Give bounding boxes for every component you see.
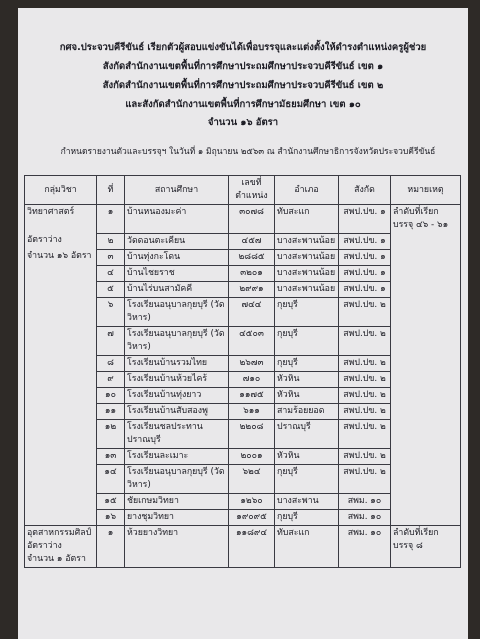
remark: ลำดับที่เรียกบรรจุ ๘ <box>391 525 461 567</box>
row-number: ๗ <box>97 326 125 355</box>
district: หัวหิน <box>275 371 339 387</box>
district: หัวหิน <box>275 448 339 464</box>
position-number: ๑๑๘๙๔ <box>229 525 275 567</box>
district: หัวหิน <box>275 387 339 403</box>
document-page <box>18 8 468 639</box>
col-no: ที่ <box>97 176 125 205</box>
table-row <box>25 493 461 509</box>
remark <box>391 265 461 281</box>
remark <box>391 419 461 448</box>
subject-cell <box>25 525 97 567</box>
affiliation: สพป.ปข. ๒ <box>339 326 391 355</box>
remark <box>391 403 461 419</box>
affiliation: สพป.ปข. ๒ <box>339 297 391 326</box>
affiliation: สพป.ปข. ๒ <box>339 419 391 448</box>
col-position-no: เลขที่ตำแหน่ง <box>229 176 275 205</box>
row-number: ๖ <box>97 297 125 326</box>
col-affiliation: สังกัด <box>339 176 391 205</box>
row-number: ๑๑ <box>97 403 125 419</box>
school-name: โรงเรียนละเมาะ <box>125 448 229 464</box>
remark <box>391 233 461 249</box>
remark <box>391 509 461 525</box>
schedule-text: กำหนดรายงานตัวและบรรจุฯ ในวันที่ ๑ มิถุนายน ๒๕๖๓ ณ สำนักงานศึกษาธิการจังหวัดประจวบคีรีขันธ์ <box>60 147 436 157</box>
affiliation: สพป.ปข. ๒ <box>339 403 391 419</box>
position-number: ๒๘๘๕ <box>229 249 275 265</box>
school-name: โรงเรียนบ้านรวมไทย <box>125 355 229 371</box>
row-number: ๑ <box>97 205 125 234</box>
school-name: โรงเรียนอนุบาลกุยบุรี (วัดวิหาร) <box>125 326 229 355</box>
position-number: ๒๙๙๑ <box>229 281 275 297</box>
position-number: ๔๕๗ <box>229 233 275 249</box>
affiliation: สพป.ปข. ๒ <box>339 387 391 403</box>
school-name: ห้วยยางวิทยา <box>125 525 229 567</box>
row-number: ๓ <box>97 249 125 265</box>
school-name: ชัยเกษมวิทยา <box>125 493 229 509</box>
position-number: ๒๒๐๘ <box>229 419 275 448</box>
subject-line: อัตราว่าง <box>27 540 62 551</box>
affiliation: สพป.ปข. ๒ <box>339 355 391 371</box>
table-row <box>25 371 461 387</box>
subject-cell <box>25 403 97 419</box>
school-name: วัดดอนตะเคียน <box>125 233 229 249</box>
subject-line: อุตสาหกรรมศิลป์ <box>27 527 92 538</box>
district: ทับสะแก <box>275 525 339 567</box>
subject-cell <box>25 371 97 387</box>
affiliation: สพม. ๑๐ <box>339 525 391 567</box>
remark <box>391 448 461 464</box>
position-number: ๖๒๔ <box>229 464 275 493</box>
subject-cell <box>25 419 97 448</box>
position-number: ๓๒๐๑ <box>229 265 275 281</box>
table-row <box>25 297 461 326</box>
position-number: ๓๐๗๘ <box>229 205 275 234</box>
title-line-3: สังกัดสำนักงานเขตพื้นที่การศึกษาประถมศึกษาประจวบคีรีขันธ์ เขต ๒ <box>102 80 384 91</box>
subject-cell <box>25 326 97 355</box>
row-number: ๒ <box>97 233 125 249</box>
position-number: ๗๑๐ <box>229 371 275 387</box>
position-number: ๑๙๐๙๕ <box>229 509 275 525</box>
affiliation: สพม. ๑๐ <box>339 493 391 509</box>
table-row <box>25 525 461 567</box>
position-number: ๖๑๑ <box>229 403 275 419</box>
remark <box>391 281 461 297</box>
row-number: ๑๐ <box>97 387 125 403</box>
school-name: โรงเรียนอนุบาลกุยบุรี (วัดวิหาร) <box>125 464 229 493</box>
remark <box>391 355 461 371</box>
school-name: โรงเรียนชลประทาน ปราณบุรี <box>125 419 229 448</box>
position-number: ๒๐๐๑ <box>229 448 275 464</box>
position-number: ๒๖๗๓ <box>229 355 275 371</box>
table-header-row <box>25 176 461 205</box>
district: กุยบุรี <box>275 326 339 355</box>
col-district: อำเภอ <box>275 176 339 205</box>
remark <box>391 326 461 355</box>
school-name: โรงเรียนบ้านทุ่งยาว <box>125 387 229 403</box>
table-row <box>25 205 461 234</box>
table-row <box>25 464 461 493</box>
school-name: บ้านไชยราช <box>125 265 229 281</box>
subject-cell <box>25 509 97 525</box>
title-line-5: จำนวน ๑๖ อัตรา <box>207 117 279 128</box>
table-row <box>25 509 461 525</box>
title-line-4: และสังกัดสำนักงานเขตพื้นที่การศึกษามัธยมศึกษา เขต ๑๐ <box>125 99 361 110</box>
row-number: ๑๖ <box>97 509 125 525</box>
row-number: ๘ <box>97 355 125 371</box>
position-number: ๑๑๗๕ <box>229 387 275 403</box>
district: กุยบุรี <box>275 297 339 326</box>
table-row <box>25 265 461 281</box>
affiliation: สพป.ปข. ๒ <box>339 464 391 493</box>
table-row <box>25 281 461 297</box>
school-name: ยางชุมวิทยา <box>125 509 229 525</box>
row-number: ๑๒ <box>97 419 125 448</box>
subject-line: จำนวน ๑ อัตรา <box>27 553 86 564</box>
remark: ลำดับที่เรียกบรรจุ ๔๖ - ๖๑ <box>391 205 461 234</box>
district: กุยบุรี <box>275 355 339 371</box>
affiliation: สพป.ปข. ๑ <box>339 265 391 281</box>
table-row <box>25 403 461 419</box>
affiliation: สพป.ปข. ๑ <box>339 249 391 265</box>
position-number: ๗๔๔ <box>229 297 275 326</box>
position-number: ๑๒๖๐ <box>229 493 275 509</box>
row-number: ๑๓ <box>97 448 125 464</box>
affiliation: สพป.ปข. ๑ <box>339 281 391 297</box>
subject-cell: จำนวน ๑๖ อัตรา <box>25 249 97 265</box>
affiliation: สพป.ปข. ๒ <box>339 371 391 387</box>
col-remark: หมายเหตุ <box>391 176 461 205</box>
district: กุยบุรี <box>275 509 339 525</box>
col-school: สถานศึกษา <box>125 176 229 205</box>
district: บางสะพาน <box>275 493 339 509</box>
subject-cell <box>25 387 97 403</box>
table-row <box>25 448 461 464</box>
remark <box>391 371 461 387</box>
district: กุยบุรี <box>275 464 339 493</box>
school-name: โรงเรียนบ้านสับสองพู <box>125 403 229 419</box>
affiliation: สพป.ปข. ๑ <box>339 205 391 234</box>
subject-cell <box>25 281 97 297</box>
row-number: ๙ <box>97 371 125 387</box>
district: บางสะพานน้อย <box>275 249 339 265</box>
affiliation: สพป.ปข. ๒ <box>339 448 391 464</box>
subject-cell <box>25 297 97 326</box>
district: บางสะพานน้อย <box>275 265 339 281</box>
school-name: บ้านไร่บนสามัคคี <box>125 281 229 297</box>
district: สามร้อยยอด <box>275 403 339 419</box>
row-number: ๔ <box>97 265 125 281</box>
remark <box>391 387 461 403</box>
table-row <box>25 326 461 355</box>
subject-cell <box>25 464 97 493</box>
col-subject: กลุ่มวิชา <box>25 176 97 205</box>
table-row <box>25 387 461 403</box>
subject-cell: วิทยาศาสตร์ <box>25 205 97 234</box>
table-row <box>25 249 461 265</box>
row-number: ๕ <box>97 281 125 297</box>
subject-cell <box>25 265 97 281</box>
subject-cell <box>25 493 97 509</box>
title-line-2: สังกัดสำนักงานเขตพื้นที่การศึกษาประถมศึกษาประจวบคีรีขันธ์ เขต ๑ <box>102 61 384 72</box>
row-number: ๑๔ <box>97 464 125 493</box>
title-line-1: กศจ.ประจวบคีรีขันธ์ เรียกตัวผู้สอบแข่งขันได้เพื่อบรรจุและแต่งตั้งให้ดำรงตำแหน่งครูผู้ช่วย <box>59 42 427 53</box>
row-number: ๑๕ <box>97 493 125 509</box>
district: ปราณบุรี <box>275 419 339 448</box>
affiliation: สพม. ๑๐ <box>339 509 391 525</box>
table-row <box>25 233 461 249</box>
affiliation: สพป.ปข. ๑ <box>339 233 391 249</box>
table-row <box>25 355 461 371</box>
school-name: บ้านหนองมะค่า <box>125 205 229 234</box>
remark <box>391 464 461 493</box>
school-name: โรงเรียนอนุบาลกุยบุรี (วัดวิหาร) <box>125 297 229 326</box>
table-row <box>25 419 461 448</box>
district: บางสะพานน้อย <box>275 281 339 297</box>
position-number: ๔๕๐๓ <box>229 326 275 355</box>
row-number: ๑ <box>97 525 125 567</box>
school-name: โรงเรียนบ้านห้วยไคร้ <box>125 371 229 387</box>
remark <box>391 249 461 265</box>
school-name: บ้านทุ่งกะโดน <box>125 249 229 265</box>
district: บางสะพานน้อย <box>275 233 339 249</box>
district: ทับสะแก <box>275 205 339 234</box>
subject-cell <box>25 355 97 371</box>
subject-cell: อัตราว่าง <box>25 233 97 249</box>
subject-cell <box>25 448 97 464</box>
placement-table <box>24 175 461 568</box>
remark <box>391 297 461 326</box>
remark <box>391 493 461 509</box>
